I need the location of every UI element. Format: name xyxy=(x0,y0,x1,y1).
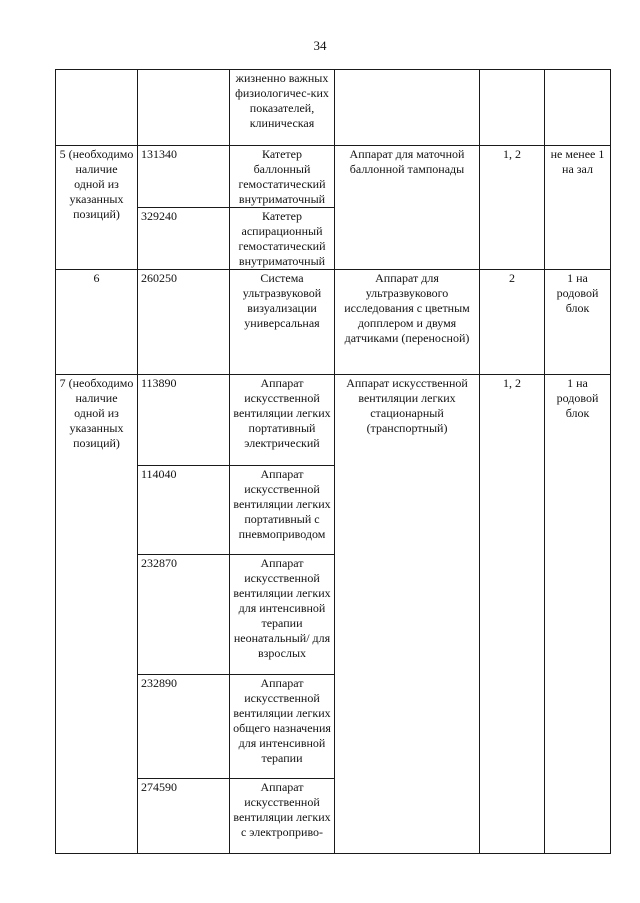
type-code-cell: 260250 xyxy=(138,270,230,375)
type-name-cell: Аппарат искусственной вентиляции легких портативный с пневмоприводом xyxy=(230,466,335,555)
equipment-table xyxy=(55,69,611,854)
type-name-cell: жизненно важных физиологичес-ких показателей, клиническая xyxy=(230,70,335,146)
quantity-cell: 1 на родовой блок xyxy=(545,270,611,375)
type-code-cell: 329240 xyxy=(138,208,230,270)
type-name-cell: Катетер баллонный гемостатический внутриматочный xyxy=(230,146,335,208)
type-code-cell: 274590 xyxy=(138,779,230,854)
equipment-name-cell xyxy=(335,70,480,146)
type-code-cell: 131340 xyxy=(138,146,230,208)
requirement-cell xyxy=(480,70,545,146)
table-row xyxy=(56,270,611,375)
type-code-cell: 113890 xyxy=(138,375,230,466)
quantity-cell xyxy=(545,70,611,146)
table-row xyxy=(56,70,611,146)
table-row xyxy=(56,146,611,208)
equipment-name-cell: Аппарат для маточной баллонной тампонады xyxy=(335,146,480,270)
type-name-cell: Катетер аспирационный гемостатический внутриматочный xyxy=(230,208,335,270)
requirement-cell: 1, 2 xyxy=(480,375,545,854)
quantity-cell: не менее 1 на зал xyxy=(545,146,611,270)
requirement-cell: 2 xyxy=(480,270,545,375)
type-code-cell: 232890 xyxy=(138,675,230,779)
type-name-cell: Аппарат искусственной вентиляции легких для интенсивной терапии неонатальный/ для взрослых xyxy=(230,555,335,675)
type-name-cell: Система ультразвуковой визуализации универсальная xyxy=(230,270,335,375)
position-number-cell xyxy=(56,70,138,146)
table-row xyxy=(56,375,611,466)
type-name-cell: Аппарат искусственной вентиляции легких с электроприво- xyxy=(230,779,335,854)
type-name-cell: Аппарат искусственной вентиляции легких общего назначения для интенсивной терапии xyxy=(230,675,335,779)
type-code-cell: 232870 xyxy=(138,555,230,675)
equipment-name-cell: Аппарат искусственной вентиляции легких стационарный (транспортный) xyxy=(335,375,480,854)
page-number: 34 xyxy=(313,38,327,53)
type-code-cell xyxy=(138,70,230,146)
quantity-cell: 1 на родовой блок xyxy=(545,375,611,854)
position-number-cell: 7 (необходимо наличие одной из указанных позиций) xyxy=(56,375,138,854)
position-number-cell: 5 (необходимо наличие одной из указанных позиций) xyxy=(56,146,138,270)
type-name-cell: Аппарат искусственной вентиляции легких портативный электрический xyxy=(230,375,335,466)
position-number-cell: 6 xyxy=(56,270,138,375)
equipment-name-cell: Аппарат для ультразвукового исследования с цветным допплером и двумя датчиками (переносной) xyxy=(335,270,480,375)
type-code-cell: 114040 xyxy=(138,466,230,555)
requirement-cell: 1, 2 xyxy=(480,146,545,270)
